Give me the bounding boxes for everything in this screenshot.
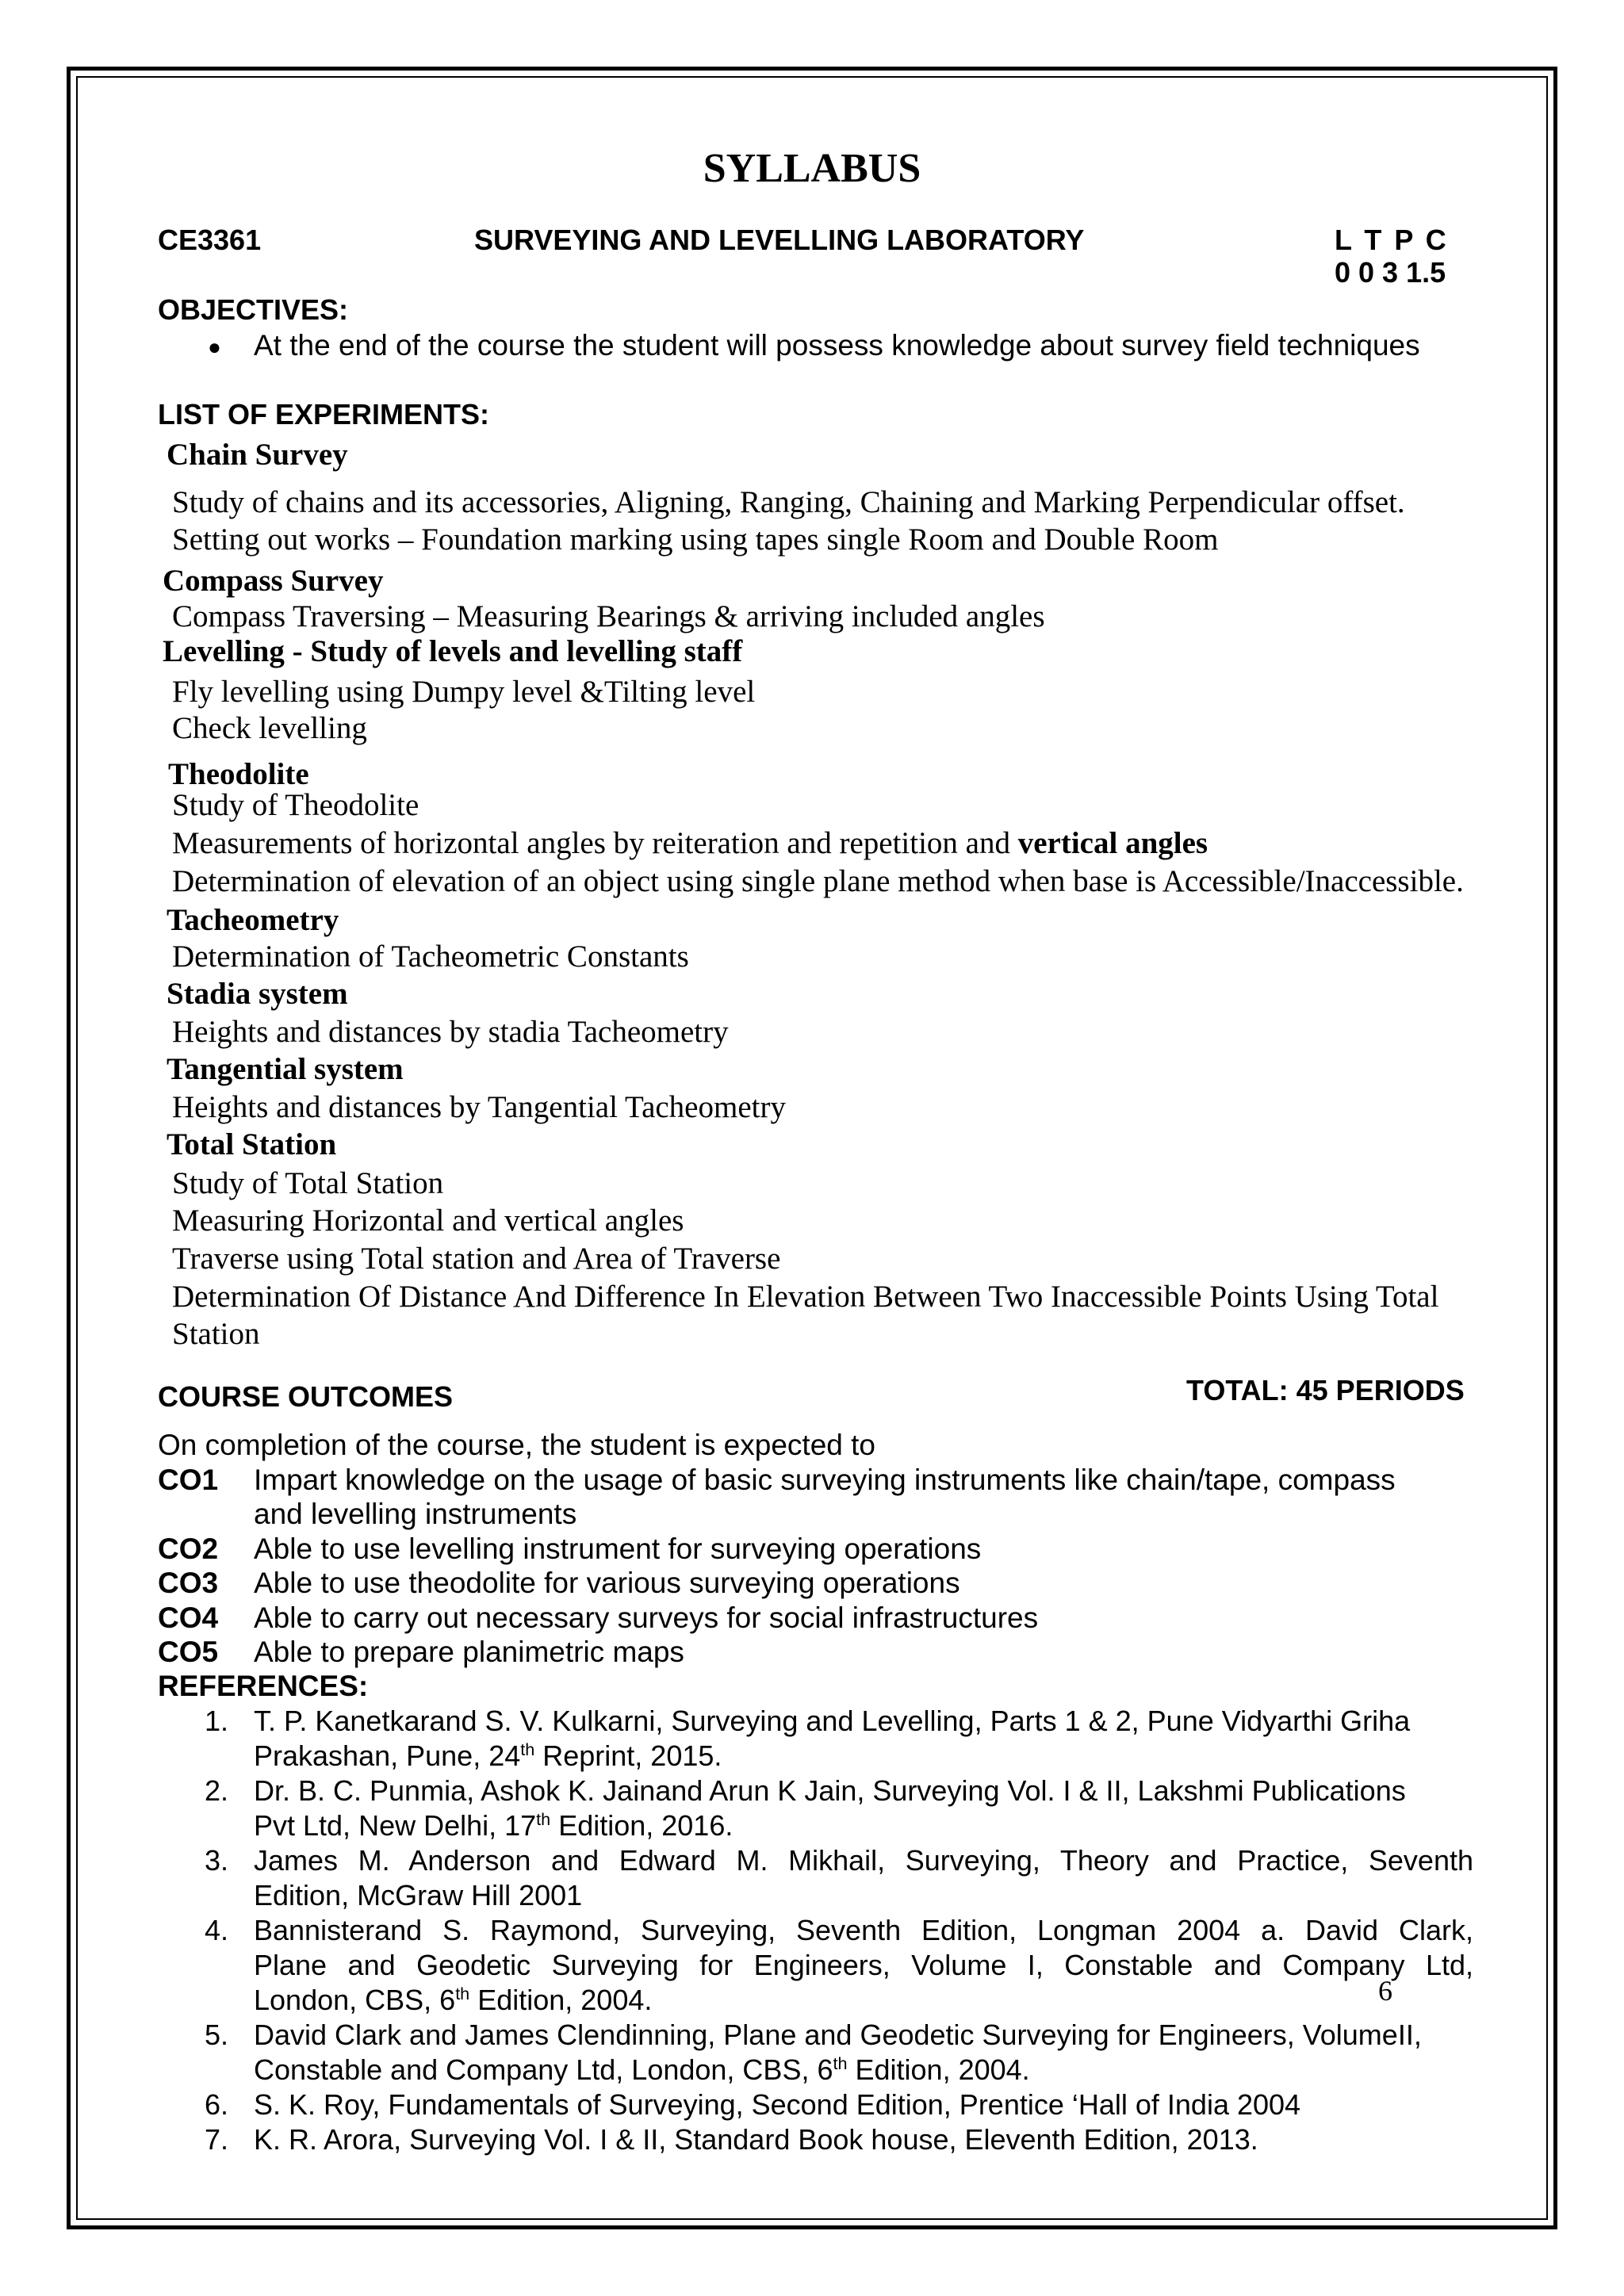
outcome-text: Impart knowledge on the usage of basic surveying instruments like chain/tape, compass bbox=[254, 1464, 1396, 1496]
reference-text: Edition, McGraw Hill 2001 bbox=[254, 1879, 583, 1911]
course-name: SURVEYING AND LEVELLING LABORATORY bbox=[474, 224, 1085, 256]
bullet-icon: ● bbox=[208, 335, 221, 359]
levelling-line: Fly levelling using Dumpy level &Tilting level bbox=[172, 675, 756, 709]
chain-survey-line: Study of chains and its accessories, Aligning, Ranging, Chaining and Marking Perpendicular offset. bbox=[172, 485, 1405, 519]
reference-text: James M. Anderson and Edward M. Mikhail, Surveying, Theory and Practice, Seventh bbox=[254, 1844, 1473, 1877]
ltpc-label: L T P C bbox=[1335, 224, 1446, 256]
levelling-heading: Levelling - Study of levels and levelling staff bbox=[163, 634, 743, 668]
total-station-heading: Total Station bbox=[167, 1127, 337, 1161]
experiments-heading: LIST OF EXPERIMENTS: bbox=[158, 398, 490, 430]
reference-number: 6. bbox=[205, 2088, 229, 2121]
chain-survey-heading: Chain Survey bbox=[167, 438, 348, 472]
total-station-line: Station bbox=[172, 1317, 260, 1351]
reference-number: 5. bbox=[205, 2019, 229, 2051]
page-title: SYLLABUS bbox=[703, 146, 921, 191]
reference-text: Plane and Geodetic Surveying for Engineers, Volume I, Constable and Company Ltd, bbox=[254, 1949, 1473, 1981]
ltpc-values: 0 0 3 1.5 bbox=[1335, 256, 1446, 289]
outcome-text: Able to prepare planimetric maps bbox=[254, 1636, 684, 1668]
outcomes-intro: On completion of the course, the student is expected to bbox=[158, 1429, 875, 1461]
total-periods: TOTAL: 45 PERIODS bbox=[1186, 1374, 1465, 1406]
outcome-text: and levelling instruments bbox=[254, 1498, 577, 1530]
reference-text: Dr. B. C. Punmia, Ashok K. Jainand Arun K Jain, Surveying Vol. I & II, Lakshmi Publications bbox=[254, 1774, 1406, 1807]
compass-survey-line: Compass Traversing – Measuring Bearings & arriving included angles bbox=[172, 599, 1045, 633]
course-code: CE3361 bbox=[158, 224, 262, 256]
outcome-code: CO1 bbox=[158, 1464, 219, 1496]
reference-text: K. R. Arora, Surveying Vol. I & II, Standard Book house, Eleventh Edition, 2013. bbox=[254, 2123, 1258, 2156]
outcome-code: CO2 bbox=[158, 1533, 219, 1565]
reference-text: T. P. Kanetkarand S. V. Kulkarni, Surveying and Levelling, Parts 1 & 2, Pune Vidyarthi Griha bbox=[254, 1705, 1411, 1737]
reference-number: 1. bbox=[205, 1705, 229, 1737]
theodolite-line: Determination of elevation of an object using single plane method when base is Accessible/Inaccessible. bbox=[172, 864, 1464, 898]
tangential-heading: Tangential system bbox=[167, 1052, 404, 1086]
outcome-text: Able to use levelling instrument for surveying operations bbox=[254, 1533, 982, 1565]
reference-text: Pvt Ltd, New Delhi, 17th Edition, 2016. bbox=[254, 1809, 733, 1842]
stadia-line: Heights and distances by stadia Tacheometry bbox=[172, 1015, 729, 1049]
levelling-line: Check levelling bbox=[172, 711, 367, 745]
compass-survey-heading: Compass Survey bbox=[163, 564, 384, 598]
total-station-line: Determination Of Distance And Difference In Elevation Between Two Inaccessible Points Using Total bbox=[172, 1280, 1439, 1314]
total-station-line: Traverse using Total station and Area of Traverse bbox=[172, 1242, 781, 1276]
tangential-line: Heights and distances by Tangential Tacheometry bbox=[172, 1090, 786, 1124]
outcomes-heading: COURSE OUTCOMES bbox=[158, 1380, 454, 1413]
theodolite-line: Study of Theodolite bbox=[172, 788, 419, 822]
reference-number: 7. bbox=[205, 2123, 229, 2156]
reference-text: London, CBS, 6th Edition, 2004. bbox=[254, 1984, 653, 2016]
reference-text: Constable and Company Ltd, London, CBS, 6th Edition, 2004. bbox=[254, 2053, 1030, 2086]
reference-text: David Clark and James Clendinning, Plane and Geodetic Surveying for Engineers, VolumeII, bbox=[254, 2019, 1422, 2051]
total-station-line: Measuring Horizontal and vertical angles bbox=[172, 1203, 684, 1238]
tacheometry-heading: Tacheometry bbox=[167, 903, 339, 937]
outcome-code: CO4 bbox=[158, 1601, 219, 1634]
theodolite-line: Measurements of horizontal angles by reiteration and repetition and vertical angles bbox=[172, 826, 1208, 860]
total-station-line: Study of Total Station bbox=[172, 1166, 444, 1200]
outcome-text: Able to carry out necessary surveys for social infrastructures bbox=[254, 1601, 1039, 1634]
reference-text: Prakashan, Pune, 24th Reprint, 2015. bbox=[254, 1739, 722, 1772]
theodolite-heading: Theodolite bbox=[168, 757, 309, 791]
reference-number: 4. bbox=[205, 1914, 229, 1946]
objective-item: At the end of the course the student will possess knowledge about survey field techniques bbox=[254, 329, 1420, 362]
references-heading: REFERENCES: bbox=[158, 1670, 369, 1702]
outcome-code: CO3 bbox=[158, 1567, 219, 1599]
outcome-code: CO5 bbox=[158, 1636, 219, 1668]
reference-number: 3. bbox=[205, 1844, 229, 1877]
reference-text: Bannisterand S. Raymond, Surveying, Seventh Edition, Longman 2004 a. David Clark, bbox=[254, 1914, 1473, 1946]
objectives-heading: OBJECTIVES: bbox=[158, 293, 349, 326]
reference-text: S. K. Roy, Fundamentals of Surveying, Second Edition, Prentice ‘Hall of India 2004 bbox=[254, 2088, 1301, 2121]
stadia-heading: Stadia system bbox=[167, 977, 348, 1011]
outcome-text: Able to use theodolite for various surveying operations bbox=[254, 1567, 960, 1599]
tacheometry-line: Determination of Tacheometric Constants bbox=[172, 939, 689, 974]
page-number: 6 bbox=[1378, 1975, 1392, 2007]
reference-number: 2. bbox=[205, 1774, 229, 1807]
chain-survey-line: Setting out works – Foundation marking using tapes single Room and Double Room bbox=[172, 522, 1219, 557]
